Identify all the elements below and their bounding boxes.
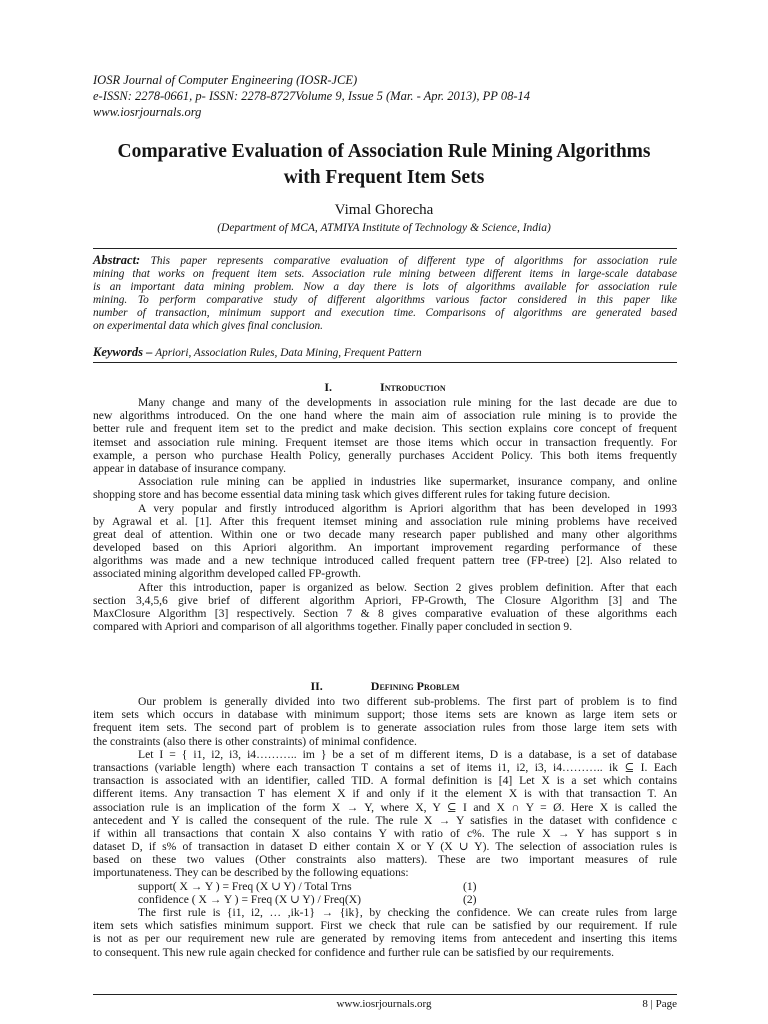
- body-line: is not as per our requirement new rule are generated by removing items from antecedent and inserting this items: [93, 932, 677, 946]
- paper-title-line-2: with Frequent Item Sets: [283, 167, 485, 188]
- body-line: The first rule is {i1, i2, … ,ik-1} → {ik}, by checking the confidence. We can create rules from large: [138, 906, 677, 919]
- body-line: dataset D, if s% of transaction in dataset D either contain X or Y (X ∪ Y). The selection of association rules is: [93, 840, 677, 854]
- section-title: Introduction: [380, 380, 446, 394]
- equation-support: [93, 880, 677, 893]
- abstract-label: Abstract:: [93, 253, 141, 267]
- journal-url: www.iosrjournals.org: [93, 105, 202, 119]
- section-number: I.: [324, 380, 333, 394]
- body-line: MaxClosure Algorithm [3] respectively. Section 7 & 8 gives comparative evaluation of these algorithms each: [93, 607, 677, 620]
- abstract-line: number of transaction, minimum support and execution time. Comparisons of algorithms are generated based: [93, 306, 677, 319]
- body-line: shopping store and has become essential data mining task which gives different rules for taking future decision.: [93, 488, 611, 502]
- body-line: great deal of attention. Within one or two decade many research paper published and many other algorithms: [93, 527, 677, 541]
- body-line: by Agrawal et al. [1]. After this frequent itemset mining and association rule mining problems have received: [93, 514, 677, 528]
- paper-title: [70, 139, 698, 191]
- body-line: importunateness. They can be described by the following equations:: [93, 866, 409, 880]
- body-line: After this introduction, paper is organized as below. Section 2 gives problem definition. After that each: [138, 580, 677, 594]
- equation-text: confidence ( X → Y ) = Freq (X ∪ Y) / Freq(X): [138, 892, 361, 906]
- abstract-bottom-rule: [93, 362, 677, 363]
- body-line: appear in database of insurance company.: [93, 461, 287, 475]
- abstract-line: mining. To perform comparative study of different algorithms various factor considered in this paper like: [93, 293, 677, 306]
- body-line: Association rule mining can be applied in industries like supermarket, insurance company, and online: [138, 475, 677, 489]
- journal-header: [93, 72, 693, 120]
- equation-text: support( X → Y ) = Freq (X ∪ Y) / Total Trns: [138, 879, 352, 893]
- body-line: the constraints (also there is other constraints) of minimal confidence.: [93, 734, 417, 748]
- keywords: [93, 345, 677, 360]
- abstract-top-rule: [93, 248, 677, 249]
- body-line: Our problem is generally divided into two different sub-problems. The first part of problem is to find: [138, 695, 677, 708]
- defining-problem-body: [93, 695, 677, 959]
- body-line: based on these two values (Other constraints also matters). These are two important measures of rule: [93, 853, 677, 867]
- abstract-line: is an important data mining problem. Now a day there is lots of algorithms available for association rule: [93, 280, 677, 293]
- equation-confidence: [93, 893, 677, 906]
- body-line: item sets which satisfies minimum support. First we check that rule can be satisfied by our requirement. If rule: [93, 919, 677, 933]
- introduction-body: [93, 396, 677, 633]
- section-number: II.: [310, 679, 323, 693]
- footer-rule: [93, 994, 677, 995]
- journal-name: IOSR Journal of Computer Engineering (IOSR-JCE): [93, 73, 358, 87]
- body-line: section 3,4,5,6 give brief of different algorithm Apriori, FP-Growth, The Closure Algorithm [3] and The: [93, 593, 677, 607]
- body-line: algorithms was made and a new technique introduced called frequent pattern tree (FP-tree) [2]. Also related to: [93, 554, 677, 568]
- body-line: better rule and frequent item set to the predict and make decision. This section explains core concept of frequent: [93, 422, 677, 436]
- keywords-label: Keywords –: [93, 345, 153, 359]
- abstract: [93, 254, 677, 333]
- body-line: example, a person who purchase Health Policy, generally purchases Accident Policy. This both items frequently: [93, 448, 677, 462]
- body-line: transaction is associated with an identifier, called TID. A formal definition is [4] Let X is a set which contains: [93, 774, 677, 788]
- journal-issn: e-ISSN: 2278-0661, p- ISSN: 2278-8727Volume 9, Issue 5 (Mar. - Apr. 2013), PP 08-14: [93, 89, 530, 103]
- body-line: associated mining algorithm developed called FP-growth.: [93, 567, 361, 581]
- body-line: A very popular and firstly introduced algorithm is Apriori algorithm that has been developed in 1993: [138, 501, 677, 515]
- section-title: Defining Problem: [370, 679, 460, 693]
- abstract-line: This paper represents comparative evaluation of different type of algorithms for association rule: [150, 255, 677, 267]
- body-line: transactions (variable length) where each transaction T contains a set of items i1, i2, i3, i4……….. ik ⊆ I. Each: [93, 760, 677, 774]
- author-affiliation: (Department of MCA, ATMIYA Institute of Technology & Science, India): [217, 222, 551, 234]
- body-line: frequent item sets. The second part of problem is to generate association rules from those large item sets with: [93, 721, 677, 735]
- body-line: different items. Any transaction T has element X if and only if it the element X is with that transaction T. An: [93, 787, 677, 801]
- body-line: association rule is an implication of the form X → Y, where X, Y ⊆ I and X ∩ Y = Ø. Here X is called the: [93, 800, 677, 814]
- section-heading-defining-problem: [93, 679, 677, 693]
- body-line: if within all transactions that contain X also contains Y with ratio of c%. The rule X → Y has support s in: [93, 826, 677, 840]
- body-line: compared with Apriori and comparison of all algorithms together. Finally paper concluded in section 9.: [93, 620, 573, 634]
- footer-page-number: 8 | Page: [642, 998, 677, 1010]
- body-line: itemset and association rule mining. Frequent itemset are those items which occur in transaction frequently. For: [93, 435, 677, 449]
- paper-title-line-1: Comparative Evaluation of Association Rule Mining Algorithms: [117, 141, 651, 162]
- body-line: new algorithms introduced. On the one hand where the main aim of association rule mining is to provide the: [93, 409, 677, 423]
- keywords-text: Apriori, Association Rules, Data Mining, Frequent Pattern: [155, 347, 422, 359]
- author-name: Vimal Ghorecha: [334, 202, 434, 218]
- abstract-line: mining that works on frequent item sets. Association rule mining between different items in large-scale database: [93, 267, 677, 280]
- equation-number: (1): [463, 879, 477, 893]
- body-line: Let I = { i1, i2, i3, i4……….. im } be a set of m different items, D is a database, is a set of database: [138, 747, 677, 761]
- section-heading-introduction: [93, 380, 677, 394]
- body-line: developed based on this Apriori algorithm. An important improvement regarding performance of these: [93, 541, 677, 555]
- footer-url: www.iosrjournals.org: [336, 998, 432, 1010]
- body-line: antecedent and Y is called the consequent of the rule. The rule X → Y satisfies in the dataset with confidence c: [93, 813, 677, 827]
- equation-number: (2): [463, 892, 477, 906]
- body-line: item sets which occurs in database with minimum support; those items sets are known as large item sets or: [93, 708, 677, 722]
- body-line: Many change and many of the developments in association rule mining for the last decade are due to: [138, 396, 677, 409]
- abstract-line: on experimental data which gives final conclusion.: [93, 319, 323, 332]
- body-line: to consequent. This new rule again checked for confidence and further rule can be satisfied by our requirements.: [93, 945, 614, 959]
